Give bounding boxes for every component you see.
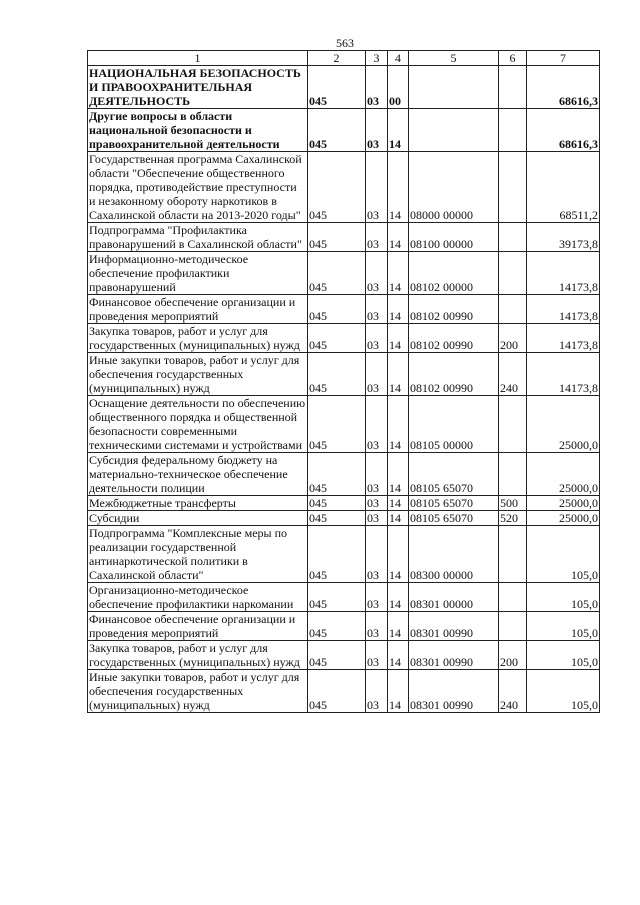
row-name: Субсидия федеральному бюджету на материально-техническое обеспечение деятельности полиции	[88, 453, 308, 496]
row-name: Оснащение деятельности по обеспечению общественного порядка и общественной безопасности современными техническими системами и устройствами	[88, 396, 308, 453]
row-name: Информационно-методическое обеспечение профилактики правонарушений	[88, 252, 308, 295]
table-row	[88, 583, 600, 612]
row-name: Другие вопросы в области национальной безопасности и правоохранительной деятельности	[88, 109, 308, 152]
section-code: 03	[366, 353, 388, 396]
section-code: 03	[366, 612, 388, 641]
amount-value: 68616,3	[527, 109, 600, 152]
amount-value: 105,0	[527, 612, 600, 641]
section-code: 03	[366, 641, 388, 670]
subsection-code: 14	[388, 583, 409, 612]
section-code: 03	[366, 109, 388, 152]
row-name: Иные закупки товаров, работ и услуг для обеспечения государственных (муниципальных) нужд	[88, 670, 308, 713]
row-name: Закупка товаров, работ и услуг для государственных (муниципальных) нужд	[88, 324, 308, 353]
subsection-code: 14	[388, 353, 409, 396]
table-row	[88, 152, 600, 223]
row-name: НАЦИОНАЛЬНАЯ БЕЗОПАСНОСТЬ И ПРАВООХРАНИТЕЛЬНАЯ ДЕЯТЕЛЬНОСТЬ	[88, 66, 308, 109]
column-header: 2	[308, 51, 366, 66]
row-name: Межбюджетные трансферты	[88, 496, 308, 511]
subsection-code: 14	[388, 612, 409, 641]
expense-type-code: 500	[499, 496, 527, 511]
section-code: 03	[366, 152, 388, 223]
subsection-code: 14	[388, 496, 409, 511]
table-row	[88, 295, 600, 324]
expense-type-code	[499, 612, 527, 641]
ministry-code: 045	[308, 66, 366, 109]
subsection-code: 14	[388, 223, 409, 252]
expense-type-code: 200	[499, 641, 527, 670]
amount-value: 39173,8	[527, 223, 600, 252]
amount-value: 25000,0	[527, 496, 600, 511]
table-row	[88, 526, 600, 583]
amount-value: 68616,3	[527, 66, 600, 109]
target-article-code: 08105 00000	[409, 396, 499, 453]
target-article-code: 08105 65070	[409, 511, 499, 526]
table-row	[88, 223, 600, 252]
ministry-code: 045	[308, 252, 366, 295]
amount-value: 14173,8	[527, 324, 600, 353]
ministry-code: 045	[308, 670, 366, 713]
row-name: Государственная программа Сахалинской области "Обеспечение общественного порядка, противодействие преступности и незаконному обороту наркотиков в Сахалинской области на 2013-2020 годы"	[88, 152, 308, 223]
target-article-code: 08102 00000	[409, 252, 499, 295]
target-article-code: 08102 00990	[409, 324, 499, 353]
row-name: Финансовое обеспечение организации и проведения мероприятий	[88, 612, 308, 641]
budget-table	[87, 50, 600, 713]
subsection-code: 14	[388, 511, 409, 526]
ministry-code: 045	[308, 396, 366, 453]
table-row	[88, 670, 600, 713]
target-article-code: 08105 65070	[409, 453, 499, 496]
target-article-code	[409, 66, 499, 109]
expense-type-code	[499, 453, 527, 496]
amount-value: 25000,0	[527, 511, 600, 526]
expense-type-code	[499, 252, 527, 295]
expense-type-code: 520	[499, 511, 527, 526]
target-article-code: 08100 00000	[409, 223, 499, 252]
row-name: Организационно-методическое обеспечение профилактики наркомании	[88, 583, 308, 612]
amount-value: 14173,8	[527, 353, 600, 396]
table-row	[88, 66, 600, 109]
expense-type-code	[499, 223, 527, 252]
amount-value: 105,0	[527, 526, 600, 583]
section-code: 03	[366, 396, 388, 453]
amount-value: 105,0	[527, 641, 600, 670]
ministry-code: 045	[308, 511, 366, 526]
expense-type-code	[499, 526, 527, 583]
table-row	[88, 109, 600, 152]
ministry-code: 045	[308, 526, 366, 583]
ministry-code: 045	[308, 295, 366, 324]
expense-type-code: 240	[499, 353, 527, 396]
expense-type-code	[499, 396, 527, 453]
target-article-code: 08300 00000	[409, 526, 499, 583]
column-header: 6	[499, 51, 527, 66]
table-row	[88, 353, 600, 396]
expense-type-code	[499, 152, 527, 223]
column-header-row	[88, 51, 600, 66]
expense-type-code: 240	[499, 670, 527, 713]
column-header: 1	[88, 51, 308, 66]
expense-type-code	[499, 295, 527, 324]
ministry-code: 045	[308, 353, 366, 396]
amount-value: 105,0	[527, 583, 600, 612]
subsection-code: 14	[388, 324, 409, 353]
target-article-code: 08102 00990	[409, 295, 499, 324]
amount-value: 25000,0	[527, 453, 600, 496]
ministry-code: 045	[308, 152, 366, 223]
section-code: 03	[366, 324, 388, 353]
amount-value: 25000,0	[527, 396, 600, 453]
table-row	[88, 496, 600, 511]
ministry-code: 045	[308, 583, 366, 612]
subsection-code: 14	[388, 109, 409, 152]
subsection-code: 00	[388, 66, 409, 109]
column-header: 5	[409, 51, 499, 66]
section-code: 03	[366, 583, 388, 612]
subsection-code: 14	[388, 641, 409, 670]
target-article-code: 08301 00990	[409, 612, 499, 641]
subsection-code: 14	[388, 526, 409, 583]
target-article-code: 08301 00990	[409, 670, 499, 713]
ministry-code: 045	[308, 641, 366, 670]
expense-type-code	[499, 66, 527, 109]
ministry-code: 045	[308, 223, 366, 252]
column-header: 3	[366, 51, 388, 66]
amount-value: 68511,2	[527, 152, 600, 223]
subsection-code: 14	[388, 295, 409, 324]
row-name: Иные закупки товаров, работ и услуг для обеспечения государственных (муниципальных) нужд	[88, 353, 308, 396]
target-article-code	[409, 109, 499, 152]
section-code: 03	[366, 66, 388, 109]
table-row	[88, 252, 600, 295]
subsection-code: 14	[388, 152, 409, 223]
expense-type-code	[499, 583, 527, 612]
target-article-code: 08105 65070	[409, 496, 499, 511]
amount-value: 105,0	[527, 670, 600, 713]
expense-type-code	[499, 109, 527, 152]
section-code: 03	[366, 670, 388, 713]
row-name: Закупка товаров, работ и услуг для государственных (муниципальных) нужд	[88, 641, 308, 670]
subsection-code: 14	[388, 396, 409, 453]
table-row	[88, 612, 600, 641]
ministry-code: 045	[308, 109, 366, 152]
row-name: Подпрограмма "Профилактика правонарушений в Сахалинской области"	[88, 223, 308, 252]
table-row	[88, 324, 600, 353]
table-row	[88, 396, 600, 453]
row-name: Финансовое обеспечение организации и проведения мероприятий	[88, 295, 308, 324]
section-code: 03	[366, 526, 388, 583]
target-article-code: 08301 00990	[409, 641, 499, 670]
table-row	[88, 453, 600, 496]
amount-value: 14173,8	[527, 252, 600, 295]
target-article-code: 08102 00990	[409, 353, 499, 396]
column-header: 4	[388, 51, 409, 66]
subsection-code: 14	[388, 670, 409, 713]
ministry-code: 045	[308, 324, 366, 353]
section-code: 03	[366, 511, 388, 526]
subsection-code: 14	[388, 453, 409, 496]
subsection-code: 14	[388, 252, 409, 295]
column-header: 7	[527, 51, 600, 66]
row-name: Субсидии	[88, 511, 308, 526]
ministry-code: 045	[308, 453, 366, 496]
amount-value: 14173,8	[527, 295, 600, 324]
page-number: 563	[336, 36, 354, 50]
section-code: 03	[366, 453, 388, 496]
row-name: Подпрограмма "Комплексные меры по реализации государственной антинаркотической политики в Сахалинской области"	[88, 526, 308, 583]
target-article-code: 08301 00000	[409, 583, 499, 612]
expense-type-code: 200	[499, 324, 527, 353]
table-row	[88, 511, 600, 526]
target-article-code: 08000 00000	[409, 152, 499, 223]
table-row	[88, 641, 600, 670]
section-code: 03	[366, 252, 388, 295]
section-code: 03	[366, 223, 388, 252]
section-code: 03	[366, 496, 388, 511]
section-code: 03	[366, 295, 388, 324]
ministry-code: 045	[308, 496, 366, 511]
ministry-code: 045	[308, 612, 366, 641]
